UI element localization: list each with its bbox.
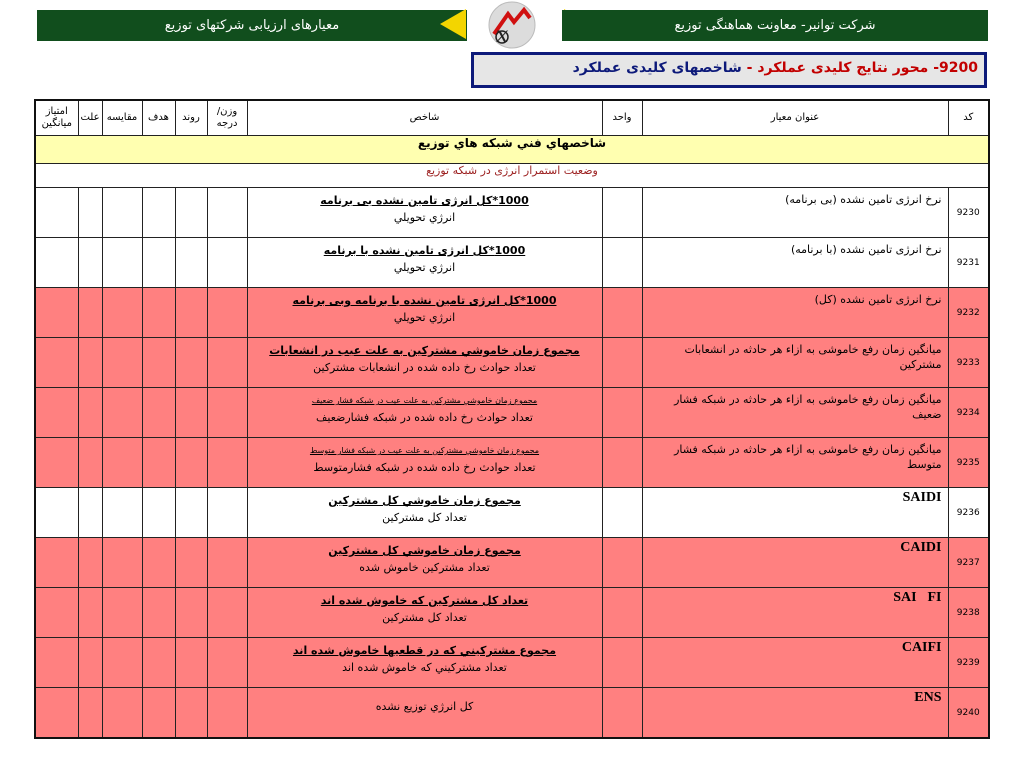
row-indicator: [247, 588, 602, 638]
table-row: [35, 338, 989, 388]
indicator-numerator: 1000*کل انرژی تامین نشده با برنامه وبی برنامه: [292, 294, 557, 307]
row-code: 9235: [948, 438, 989, 488]
cell: [175, 238, 207, 288]
cell: [142, 638, 175, 688]
row-code: 9234: [948, 388, 989, 438]
indicator-text: كل انرژي توزيع نشده: [375, 700, 474, 713]
row-code: 9231: [948, 238, 989, 288]
table-row: [35, 638, 989, 688]
cell: [35, 238, 78, 288]
indicator-denominator: تعداد حوادث رخ داده شده در شبکه فشارمتوسط: [313, 461, 536, 474]
cell: [207, 538, 247, 588]
indicator-numerator: 1000*کل انرژی تامین نشده با برنامه: [323, 244, 526, 257]
indicator-numerator: 1000*کل انرژی تامین نشده بی برنامه: [320, 194, 529, 207]
col-compare: مقایسه: [102, 100, 142, 136]
indicator-numerator: تعداد کل مشترکین که خاموش شده اند: [320, 594, 529, 607]
row-unit: [602, 238, 642, 288]
col-indicator: شاخص: [247, 100, 602, 136]
col-code: کد: [948, 100, 989, 136]
cell: [102, 538, 142, 588]
cell: [35, 438, 78, 488]
cell: [207, 438, 247, 488]
row-code: 9232: [948, 288, 989, 338]
indicator-denominator: انرژي تحويلي: [393, 211, 456, 224]
indicator-numerator: مجموع زمان خاموشي مشتركين به علت عيب در شبكه فشار ضعيف: [311, 396, 538, 405]
table-row: [35, 588, 989, 638]
cell: [142, 338, 175, 388]
section-title: شاخصهاي فني شبكه هاي توزيع: [35, 136, 989, 164]
svg-text:x: x: [496, 23, 509, 48]
subsection-row: [35, 164, 989, 188]
cell: [78, 238, 102, 288]
cell: [78, 638, 102, 688]
row-indicator: [247, 488, 602, 538]
cell: [102, 588, 142, 638]
cell: [78, 488, 102, 538]
cell: [35, 488, 78, 538]
row-unit: [602, 688, 642, 739]
row-title: نرخ انرژی تامین نشده (بی برنامه): [642, 188, 948, 238]
row-unit: [602, 438, 642, 488]
cell: [142, 288, 175, 338]
row-title: SAIّFI: [642, 588, 948, 638]
row-indicator: [247, 338, 602, 388]
row-code: 9237: [948, 538, 989, 588]
row-code: 9236: [948, 488, 989, 538]
row-indicator: [247, 388, 602, 438]
header-bar-right: [562, 10, 988, 41]
page-title-part2: شاخصهای کلیدی عملکرد: [572, 60, 747, 76]
indicator-numerator: مجموع زمان خاموشي كل مشتركين: [328, 494, 521, 507]
section-row: [35, 136, 989, 164]
cell: [142, 488, 175, 538]
table-row: [35, 488, 989, 538]
row-title: میانگین زمان رفع خاموشی به ازاء هر حادثه در شبکه فشار ضعیف: [642, 388, 948, 438]
table-row: [35, 388, 989, 438]
cell: [78, 188, 102, 238]
indicator-denominator: تعداد حوادث رخ داده شده در شبکه فشارضعیف: [316, 411, 533, 424]
cell: [78, 588, 102, 638]
cell: [102, 188, 142, 238]
cell: [78, 338, 102, 388]
col-cause: علت: [78, 100, 102, 136]
cell: [175, 338, 207, 388]
cell: [102, 488, 142, 538]
row-title: میانگین زمان رفع خاموشی به ازاء هر حادثه در شبکه فشار متوسط: [642, 438, 948, 488]
col-unit: واحد: [602, 100, 642, 136]
table-row: [35, 188, 989, 238]
row-title: میانگین زمان رفع خاموشی به ازاء هر حادثه در انشعابات مشترکین: [642, 338, 948, 388]
row-title: نرخ انرژی تامین نشده (با برنامه): [642, 238, 948, 288]
header-bar-left: [37, 10, 467, 41]
indicator-denominator: تعداد کل مشترکین: [382, 511, 467, 524]
indicator-denominator: تعداد مشتركيني كه خاموش شده اند: [342, 661, 507, 674]
cell: [142, 188, 175, 238]
row-title: SAIDI: [642, 488, 948, 538]
table-row: [35, 288, 989, 338]
cell: [175, 388, 207, 438]
cell: [35, 338, 78, 388]
col-title: عنوان معیار: [642, 100, 948, 136]
cell: [35, 188, 78, 238]
cell: [102, 388, 142, 438]
cell: [35, 538, 78, 588]
cell: [207, 488, 247, 538]
cell: [207, 638, 247, 688]
cell: [175, 688, 207, 739]
row-code: 9239: [948, 638, 989, 688]
indicator-denominator: انرژي تحويلي: [393, 261, 456, 274]
cell: [102, 638, 142, 688]
row-indicator: [247, 688, 602, 739]
row-title: CAIFI: [642, 638, 948, 688]
col-weight: وزن/ درجه: [207, 100, 247, 136]
subsection-title: وضعیت استمرار انرژی در شبکه توزیع: [35, 164, 989, 188]
cell: [35, 288, 78, 338]
row-unit: [602, 188, 642, 238]
indicator-numerator: مجموع مشتركيني كه در قطعيها خاموش شده اند: [292, 644, 557, 657]
cell: [207, 688, 247, 739]
cell: [142, 438, 175, 488]
table-row: [35, 688, 989, 739]
cell: [78, 288, 102, 338]
page-title-part1: 9200- محور نتایج کلیدی عملکرد -: [746, 60, 978, 76]
col-target: هدف: [142, 100, 175, 136]
row-code: 9240: [948, 688, 989, 739]
row-indicator: [247, 288, 602, 338]
indicator-denominator: انرژي تحويلي: [393, 311, 456, 324]
cell: [142, 238, 175, 288]
tavanir-logo-icon: [478, 0, 546, 50]
cell: [102, 438, 142, 488]
row-indicator: [247, 188, 602, 238]
row-code: 9233: [948, 338, 989, 388]
row-unit: [602, 288, 642, 338]
cell: [175, 638, 207, 688]
col-trend: روند: [175, 100, 207, 136]
cell: [142, 388, 175, 438]
cell: [35, 588, 78, 638]
cell: [78, 538, 102, 588]
indicator-numerator: مجموع زمان خاموشي مشتركين به علت عيب در شبكه فشار متوسط: [309, 446, 540, 455]
indicator-numerator: مجموع زمان خاموشي مشتركين به علت عيب در انشعابات: [269, 344, 580, 357]
cell: [207, 588, 247, 638]
cell: [35, 388, 78, 438]
cell: [35, 638, 78, 688]
header-right-text: شرکت توانیر- معاونت هماهنگی توزیع: [674, 18, 876, 33]
indicator-numerator: مجموع زمان خاموشي كل مشتركين: [328, 544, 521, 557]
header-left-text: معیارهای ارزیابی شرکتهای توزیع: [164, 18, 340, 33]
cell: [207, 388, 247, 438]
row-indicator: [247, 538, 602, 588]
cell: [35, 688, 78, 739]
col-score: امتیاز میانگین: [35, 100, 78, 136]
cell: [175, 538, 207, 588]
row-indicator: [247, 638, 602, 688]
cell: [175, 488, 207, 538]
table-row: [35, 538, 989, 588]
arrow-left-icon: [440, 9, 466, 39]
cell: [102, 288, 142, 338]
table-row: [35, 238, 989, 288]
indicator-denominator: تعداد کل مشترکین: [382, 611, 467, 624]
cell: [102, 688, 142, 739]
row-unit: [602, 488, 642, 538]
cell: [175, 188, 207, 238]
cell: [175, 588, 207, 638]
row-title: CAIDI: [642, 538, 948, 588]
cell: [207, 238, 247, 288]
row-code: 9238: [948, 588, 989, 638]
cell: [207, 338, 247, 388]
cell: [207, 288, 247, 338]
row-indicator: [247, 438, 602, 488]
cell: [142, 688, 175, 739]
row-unit: [602, 538, 642, 588]
cell: [102, 238, 142, 288]
cell: [207, 188, 247, 238]
indicator-denominator: تعداد حوادث رخ داده شده در انشعابات مشترکین: [313, 361, 536, 374]
table-row: [35, 438, 989, 488]
indicator-denominator: تعداد مشترکین خاموش شده: [359, 561, 490, 574]
row-unit: [602, 388, 642, 438]
cell: [142, 588, 175, 638]
row-unit: [602, 588, 642, 638]
cell: [142, 538, 175, 588]
cell: [78, 388, 102, 438]
page-title: [471, 52, 987, 88]
cell: [175, 288, 207, 338]
cell: [78, 438, 102, 488]
row-indicator: [247, 238, 602, 288]
row-title: نرخ انرژی تامین نشده (کل): [642, 288, 948, 338]
row-title: ENS: [642, 688, 948, 739]
row-unit: [602, 638, 642, 688]
header-row: [35, 100, 989, 136]
cell: [102, 338, 142, 388]
cell: [175, 438, 207, 488]
cell: [78, 688, 102, 739]
row-unit: [602, 338, 642, 388]
row-code: 9230: [948, 188, 989, 238]
indicators-table: [34, 99, 990, 739]
